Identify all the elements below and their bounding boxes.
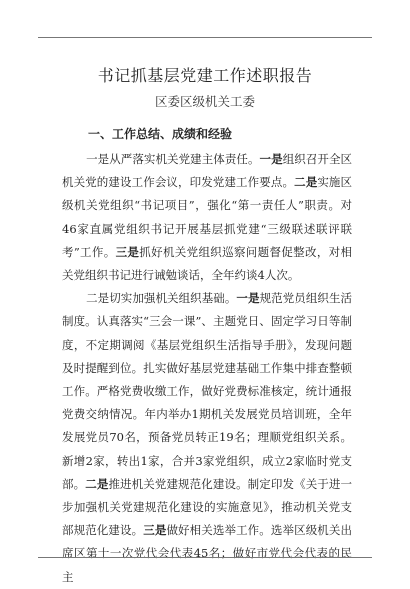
point-marker: 三是 [143,523,167,538]
paragraph-1 [62,148,352,287]
paragraph-2-text-a: 规范党员组织生活制度。认真落实“三会一课”、主题党日、固定学习日等制度，不定期调阅《基层党组织生活指导手册》，发现问题及时提醒到位。扎实做好基层党建基础工作集中排查整顿工作。严格党费收缴工作，做好党费标准核定，统计通报党费交纳情况。年内举办1期机关发展党员培训班，全年发展党员70名，预备党员转正19名；理顺党组织关系。新增2家，转出1家，合并3家党组织，成立2家临时党支部。 [62,291,353,491]
point-marker: 二是 [85,476,109,491]
point-marker: 一是 [236,291,260,306]
bottom-rule [38,557,372,558]
paragraph-1-lead: 一是从严落实机关党建主体责任。 [86,152,260,166]
paragraph-2-text-b: 推进机关党建规范化建设。制定印发《关于进一步加强机关党建规范化建设的实施意见》，推动机关党支部规范化建设。 [62,476,353,538]
paragraph-2 [62,287,352,589]
paragraph-1-text-b: 实施区级机关党组织“书记项目”，强化“第一责任人”职责。对46家直属党组织书记开展基层抓党建“三级联述联评联考”工作。 [62,175,353,259]
point-marker: 二是 [294,175,318,190]
top-rule [38,37,372,38]
document-body [62,123,352,589]
paragraph-2-lead: 二是切实加强机关组织基础。 [86,291,237,306]
paragraph-2-text-c: 做好相关选举工作。选举区级机关出席区第十一次党代会代表45名；做好市党代会代表的民主 [62,523,353,584]
paragraph-1-text-a: 组织召开全区机关党的建设工作会议，印发党建工作要点。 [62,152,353,190]
document-subtitle: 区委区级机关工委 [154,94,255,109]
section-heading: 一、工作总结、成绩和经验 [88,127,233,141]
point-marker: 一是 [259,152,283,166]
paragraph-1-text-c: 抓好机关党组织巡察问题督促整改，对相关党组织书记进行诫勉谈话，全年约谈4人次。 [62,244,353,283]
document-title: 书记抓基层党建工作述职报告 [97,66,313,85]
point-marker: 三是 [115,244,140,259]
